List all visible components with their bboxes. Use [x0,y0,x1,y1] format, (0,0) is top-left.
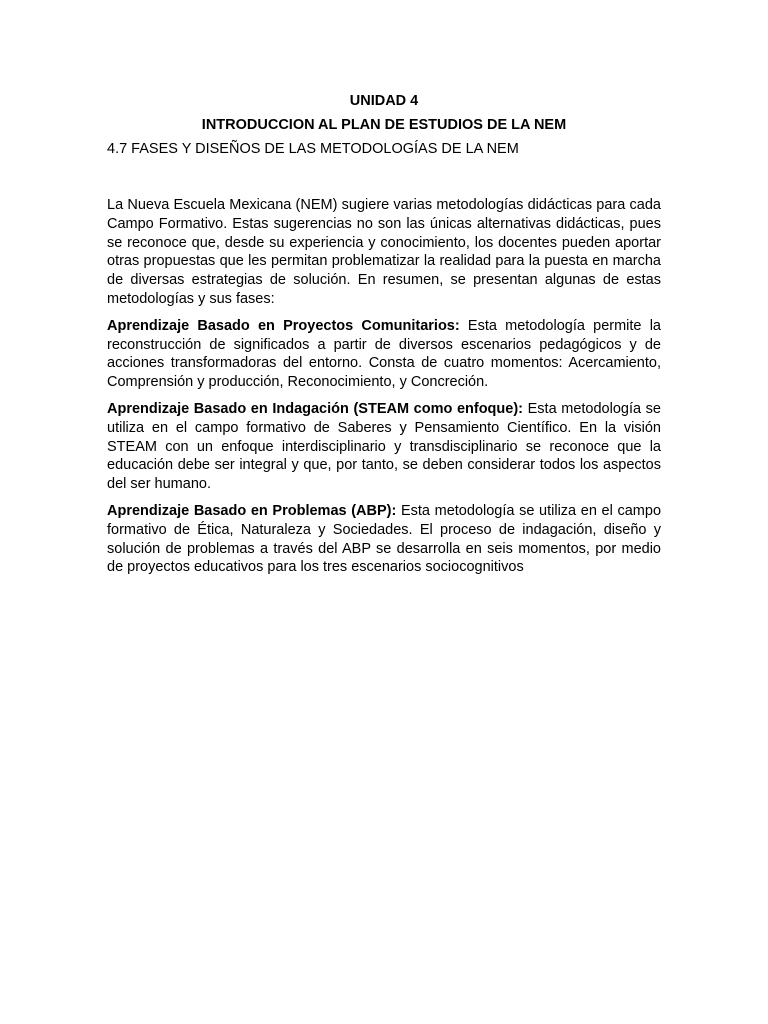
method-description: Esta metodología permite la reconstrucción de significados a partir de diversos escenarios pedagógicos y de acciones transformadoras del entorno. Consta de cuatro momentos: Acercamiento, Comprensión y producción, Reconocimiento, y Concreción. [107,317,661,391]
intro-paragraph: La Nueva Escuela Mexicana (NEM) sugiere varias metodologías didácticas para cada Campo Formativo. Estas sugerencias no son las únicas alternativas didácticas, pues se reconoce que, desde su experiencia y conocimiento, los docentes pueden aportar otras propuestas que les permitan problematizar la realidad para la puesta en marcha de diversas estrategias de solución. En resumen, se presentan algunas de estas metodologías y sus fases: [107,197,661,307]
method-term: Aprendizaje Basado en Proyectos Comunitarios: [107,317,460,334]
unit-title: UNIDAD 4 [349,93,419,109]
method-term: Aprendizaje Basado en Problemas (ABP): [107,502,397,519]
document-title: INTRODUCCION AL PLAN DE ESTUDIOS DE LA NEM [201,117,567,133]
method-paragraph-problem-based [107,502,661,577]
document-page [107,92,661,585]
method-description: Esta metodología se utiliza en el campo formativo de Saberes y Pensamiento Científico. En la visión STEAM con un enfoque interdisciplinario y transdisciplinario se reconoce que la educación debe ser integral y que, por tanto, se deben considerar todos los aspectos del ser humano. [107,400,661,493]
section-heading: 4.7 FASES Y DISEÑOS DE LAS METODOLOGÍAS DE LA NEM [107,141,519,157]
method-paragraph-community-projects [107,317,661,392]
method-term: Aprendizaje Basado en Indagación (STEAM como enfoque): [107,400,523,417]
method-description: Esta metodología se utiliza en el campo formativo de Ética, Naturaleza y Sociedades. El proceso de indagación, diseño y solución de problemas a través del ABP se desarrolla en seis momentos, por medio de proyectos educativos para los tres escenarios sociocognitivos [107,502,662,576]
method-paragraph-inquiry-steam [107,400,661,494]
